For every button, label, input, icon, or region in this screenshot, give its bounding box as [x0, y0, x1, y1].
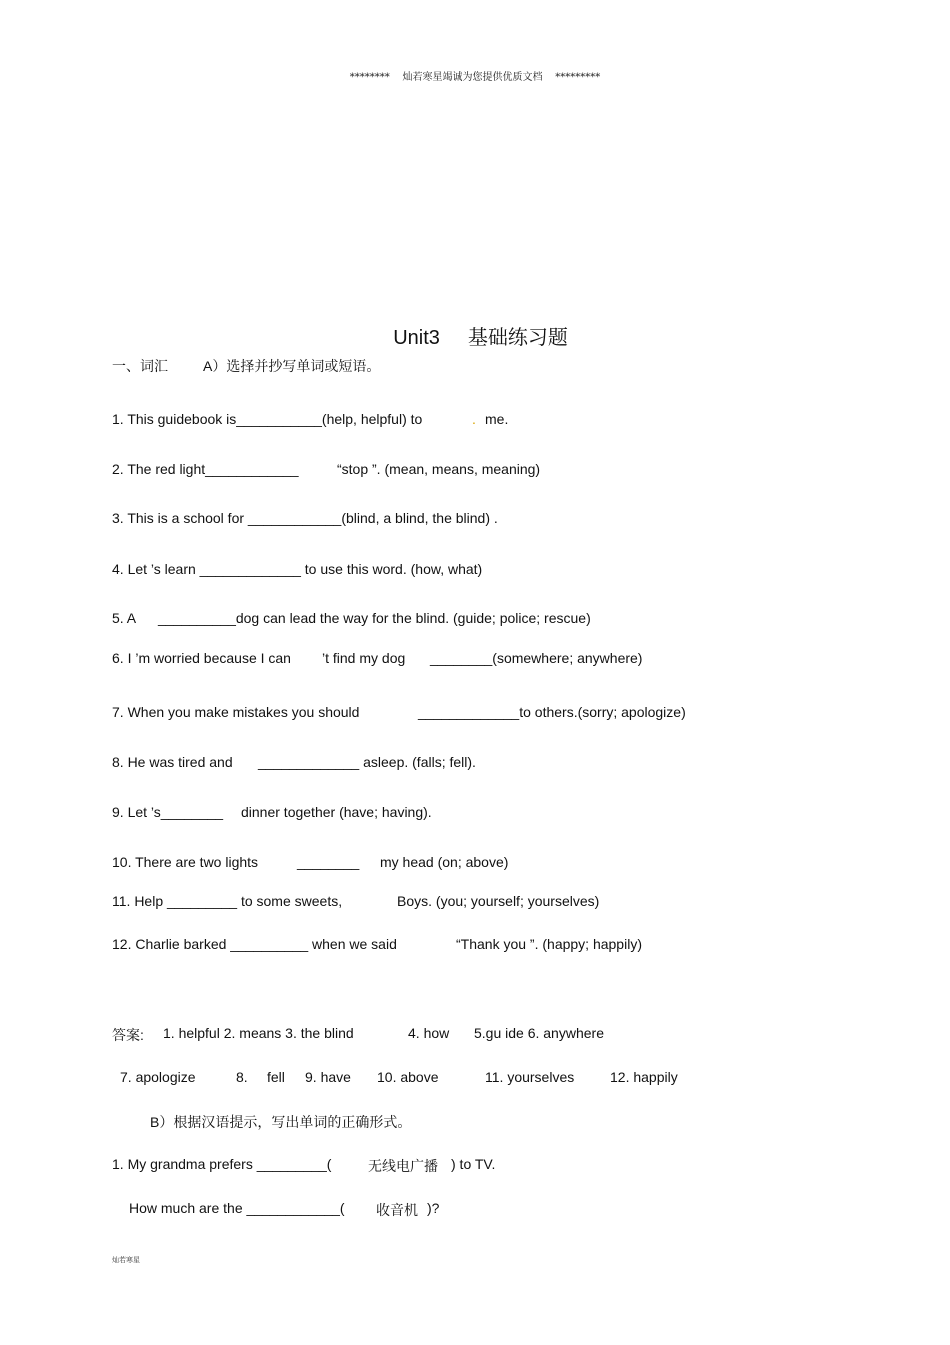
answers-row1-a: 1. helpful 2. means 3. the blind — [163, 1025, 354, 1041]
question-8-end: _____________ asleep. (falls; fell). — [258, 754, 476, 770]
question-9-text: 9. Let ’s________ — [112, 804, 224, 820]
answers-row2-a: 7. apologize — [120, 1069, 196, 1085]
question-1-end: me. — [485, 411, 509, 427]
question-9-end: dinner together (have; having). — [241, 804, 432, 820]
section-b-heading: B）根据汉语提示，写出单词的正确形式。 — [150, 1114, 412, 1130]
answers-row1-b: 4. how — [408, 1025, 450, 1041]
question-6-text: 6. I ’m worried because I can — [112, 650, 291, 666]
question-7-end: _____________to others.(sorry; apologize) — [418, 704, 686, 720]
question-2-text: 2. The red light____________ — [112, 461, 299, 477]
section-b-q1-line1: 1. My grandma prefers _________( — [112, 1156, 332, 1172]
answers-row1-c: 5.gu ide 6. anywhere — [474, 1025, 604, 1041]
question-11-text: 11. Help _________ to some sweets, — [112, 893, 343, 909]
answers-row2-c: fell — [267, 1069, 285, 1085]
answers-row2-e: 10. above — [377, 1069, 439, 1085]
question-12-text: 12. Charlie barked __________ when we said — [112, 936, 397, 952]
question-10-blank: ________ — [297, 854, 360, 870]
question-11-end: Boys. (you; yourself; yourselves) — [397, 893, 600, 909]
page-header: ******** 灿若寒星竭诚为您提供优质文档 ********* — [349, 72, 601, 83]
question-10-end: my head (on; above) — [380, 854, 509, 870]
answers-row2-d: 9. have — [305, 1069, 351, 1085]
page-title — [0, 298, 950, 350]
title-subtitle: 基础练习题 — [467, 327, 568, 349]
title-unit: Unit3 — [393, 327, 440, 349]
section-b-q1-end2: )? — [427, 1200, 440, 1216]
question-8-text: 8. He was tired and — [112, 754, 233, 770]
section-b-q1-hint1: 无线电广播 — [368, 1158, 438, 1174]
question-1-text: 1. This guidebook is___________(help, helpful) to — [112, 411, 423, 427]
question-2-end: “stop ”. (mean, means, meaning) — [337, 461, 541, 477]
question-3-text: 3. This is a school for ____________(blind, a blind, the blind) . — [112, 510, 498, 526]
section-a-heading-right: A）选择并抄写单词或短语。 — [203, 358, 381, 374]
question-12-end: “Thank you ”. (happy; happily) — [456, 936, 642, 952]
answers-label: 答案: — [112, 1027, 144, 1043]
question-4-text: 4. Let ’s learn _____________ to use this word. (how, what) — [112, 561, 483, 577]
question-5-end: __________dog can lead the way for the blind. (guide; police; rescue) — [158, 610, 591, 626]
answers-row2-b: 8. — [236, 1069, 248, 1085]
question-6-mid: ’t find my dog — [322, 650, 406, 666]
question-5-text: 5. A — [112, 610, 137, 626]
stray-dot: . — [472, 411, 476, 427]
answers-row2-g: 12. happily — [610, 1069, 678, 1085]
question-6-end: ________(somewhere; anywhere) — [430, 650, 643, 666]
answers-row2-f: 11. yourselves — [485, 1069, 575, 1085]
section-b-q1-end1: ) to TV. — [451, 1156, 496, 1172]
section-a-heading-left: 一、词汇 — [112, 358, 168, 374]
section-b-q1-line2: How much are the ____________( — [129, 1200, 345, 1216]
section-b-q1-hint2: 收音机 — [376, 1202, 418, 1218]
question-10-text: 10. There are two lights — [112, 854, 259, 870]
page-footer: 灿若寒星 — [112, 1256, 140, 1264]
question-7-text: 7. When you make mistakes you should — [112, 704, 360, 720]
